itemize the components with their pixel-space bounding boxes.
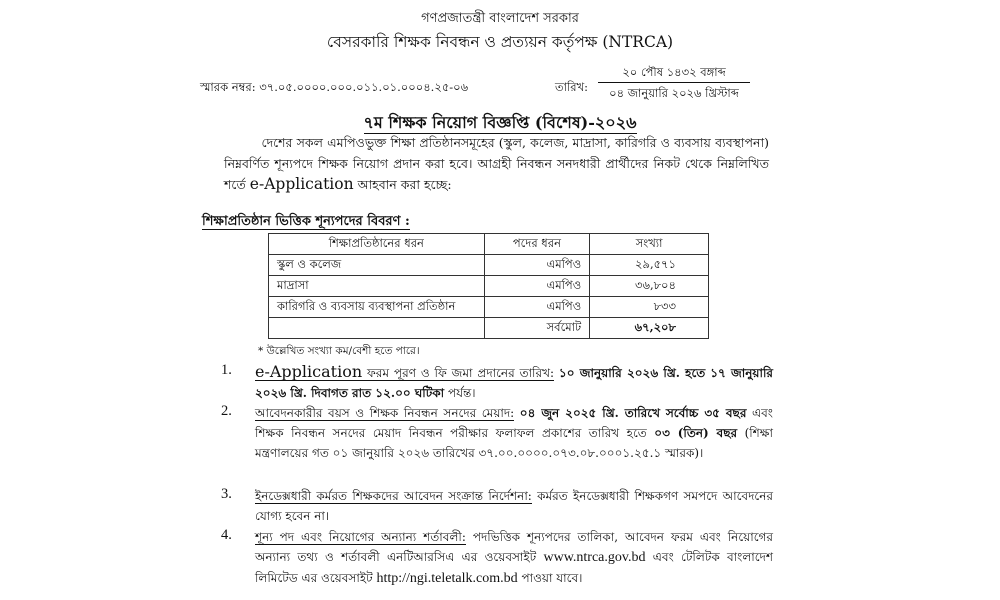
item-label: শূন্য পদ এবং নিয়োগের অন্যান্য শর্তাবলী: — [255, 530, 466, 544]
item-number: 1. — [221, 362, 232, 378]
item-text: কর্মরত ইনডেক্সধারী শিক্ষকগণ সমপদে আবেদনের যোগ্য হবেন না। — [255, 489, 773, 523]
table-cell: ৮৩৩ — [590, 297, 709, 318]
table-header: সংখ্যা — [590, 234, 709, 255]
table-cell: মাদ্রাসা — [269, 276, 485, 297]
intro-text: দেশের সকল এমপিওভুক্ত শিক্ষা প্রতিষ্ঠানসমূহের (স্কুল, কলেজ, মাদ্রাসা, কারিগরি ও ব্যবসায় ব্যবস্থাপনা) নিম্নবর্ণিত শূন্যপদে শিক্ষক নিয়োগ প্রদান করা হবে। আগ্রহী নিবন্ধন সনদধারী প্রার্থীদের নিকট থেকে নিম্নলিখিত শর্তে — [224, 135, 769, 192]
authority-name: বেসরকারি শিক্ষক নিবন্ধন ও প্রত্যয়ন কর্তৃপক্ষ (NTRCA) — [326, 33, 674, 51]
table-cell: এমপিও — [484, 276, 590, 297]
table-cell: এমপিও — [484, 255, 590, 276]
item-label: ফরম পূরণ ও ফি জমা প্রদানের তারিখ: — [367, 366, 555, 380]
item-text: পাওয়া যাবে। — [521, 571, 583, 585]
intro-text-end: আহবান করা হচ্ছে: — [357, 177, 452, 192]
date-divider — [598, 82, 750, 83]
table-row — [269, 297, 709, 318]
total-value: ৬৭,২০৮ — [590, 318, 709, 339]
date-label: তারিখ: — [555, 80, 589, 94]
table-cell — [269, 318, 485, 339]
item-body — [255, 486, 773, 526]
date-english: ০৪ জানুয়ারি ২০২৬ খ্রিস্টাব্দ — [609, 86, 739, 100]
item-number: 4. — [221, 527, 232, 543]
table-cell: ২৯,৫৭১ — [590, 255, 709, 276]
section-title-text: শিক্ষাপ্রতিষ্ঠান ভিত্তিক শূন্যপদের বিবরণ : — [202, 214, 410, 229]
table-note: * উল্লেখিত সংখ্যা কম/বেশী হতে পারে। — [258, 345, 420, 357]
table-row — [269, 255, 709, 276]
intro-paragraph — [224, 132, 769, 195]
table-total-row — [269, 318, 709, 339]
vacancy-table — [268, 233, 709, 339]
date-block — [598, 64, 750, 101]
teletalk-website-link[interactable]: http://ngi.teletalk.com.bd — [376, 571, 518, 586]
government-name: গণপ্রজাতন্ত্রী বাংলাদেশ সরকার — [421, 11, 579, 26]
table-header: পদের ধরন — [484, 234, 590, 255]
ntrca-website-link[interactable]: www.ntrca.gov.bd — [543, 550, 646, 565]
notice-title-text: ৭ম শিক্ষক নিয়োগ বিজ্ঞপ্তি (বিশেষ)-২০২৬ — [363, 113, 637, 132]
item-label: ইনডেক্সধারী কর্মরত শিক্ষকদের আবেদন সংক্রান্ত নির্দেশনা: — [255, 489, 532, 503]
item-body — [255, 403, 773, 463]
item-text: এবং শিক্ষক নিবন্ধন সনদের মেয়াদ নিবন্ধন পরীক্ষার ফলাফল প্রকাশের তারিখ হতে — [255, 406, 773, 440]
table-row — [269, 276, 709, 297]
item-date-end: ১৭ জানুয়ারি ২০২৬ খ্রি. দিবাগত রাত ১২.০০ ঘটিকা — [255, 366, 774, 400]
item-body — [255, 527, 773, 589]
table-cell: কারিগরি ও ব্যবসায় ব্যবস্থাপনা প্রতিষ্ঠান — [269, 297, 485, 318]
table-cell: এমপিও — [484, 297, 590, 318]
item-text: পদভিত্তিক শূন্যপদের তালিকা, আবেদন ফরম এবং নিয়োগের অন্যান্য তথ্য ও শর্তাবলী এনটিআরসিএ এর ওয়েবসাইট — [255, 530, 773, 564]
table-header: শিক্ষাপ্রতিষ্ঠানের ধরন — [269, 234, 485, 255]
item-body — [255, 362, 773, 403]
table-cell: স্কুল ও কলেজ — [269, 255, 485, 276]
item-age-limit: ০৪ জুন ২০২৫ খ্রি. তারিখে সর্বোচ্চ ৩৫ বছর — [519, 406, 747, 420]
item-text: পর্যন্ত। — [447, 386, 476, 400]
table-cell: ৩৬,৮০৪ — [590, 276, 709, 297]
item-number: 3. — [221, 486, 232, 502]
item-number: 2. — [221, 403, 232, 419]
item-eapplication: e-Application — [255, 362, 363, 381]
intro-eapplication: e-Application — [249, 175, 354, 193]
item-date-start: ১০ জানুয়ারি ২০২৬ খ্রি. হতে — [558, 366, 706, 380]
item-text: এবং টেলিটক বাংলাদেশ লিমিটেড এর ওয়েবসাইট — [255, 550, 773, 585]
item-text: (শিক্ষা মন্ত্রণালয়ের গত ০১ জানুয়ারি ২০২৬ তারিখের ৩৭.০০.০০০০.০৭৩.০৮.০০০১.২৫.১ স্মারক)। — [255, 426, 773, 460]
date-bangla: ২০ পৌষ ১৪৩২ বঙ্গাব্দ — [622, 65, 726, 79]
total-label: সর্বমোট — [484, 318, 590, 339]
memo-number: স্মারক নম্বর: ৩৭.০৫.০০০০.০০০.০১১.০১.০০০৪.২৫-০৬ — [200, 80, 469, 94]
item-validity: ০৩ (তিন) বছর — [654, 426, 738, 440]
section-title — [202, 212, 410, 233]
table-header-row — [269, 234, 709, 255]
item-label: আবেদনকারীর বয়স ও শিক্ষক নিবন্ধন সনদের মেয়াদ: — [255, 406, 515, 420]
